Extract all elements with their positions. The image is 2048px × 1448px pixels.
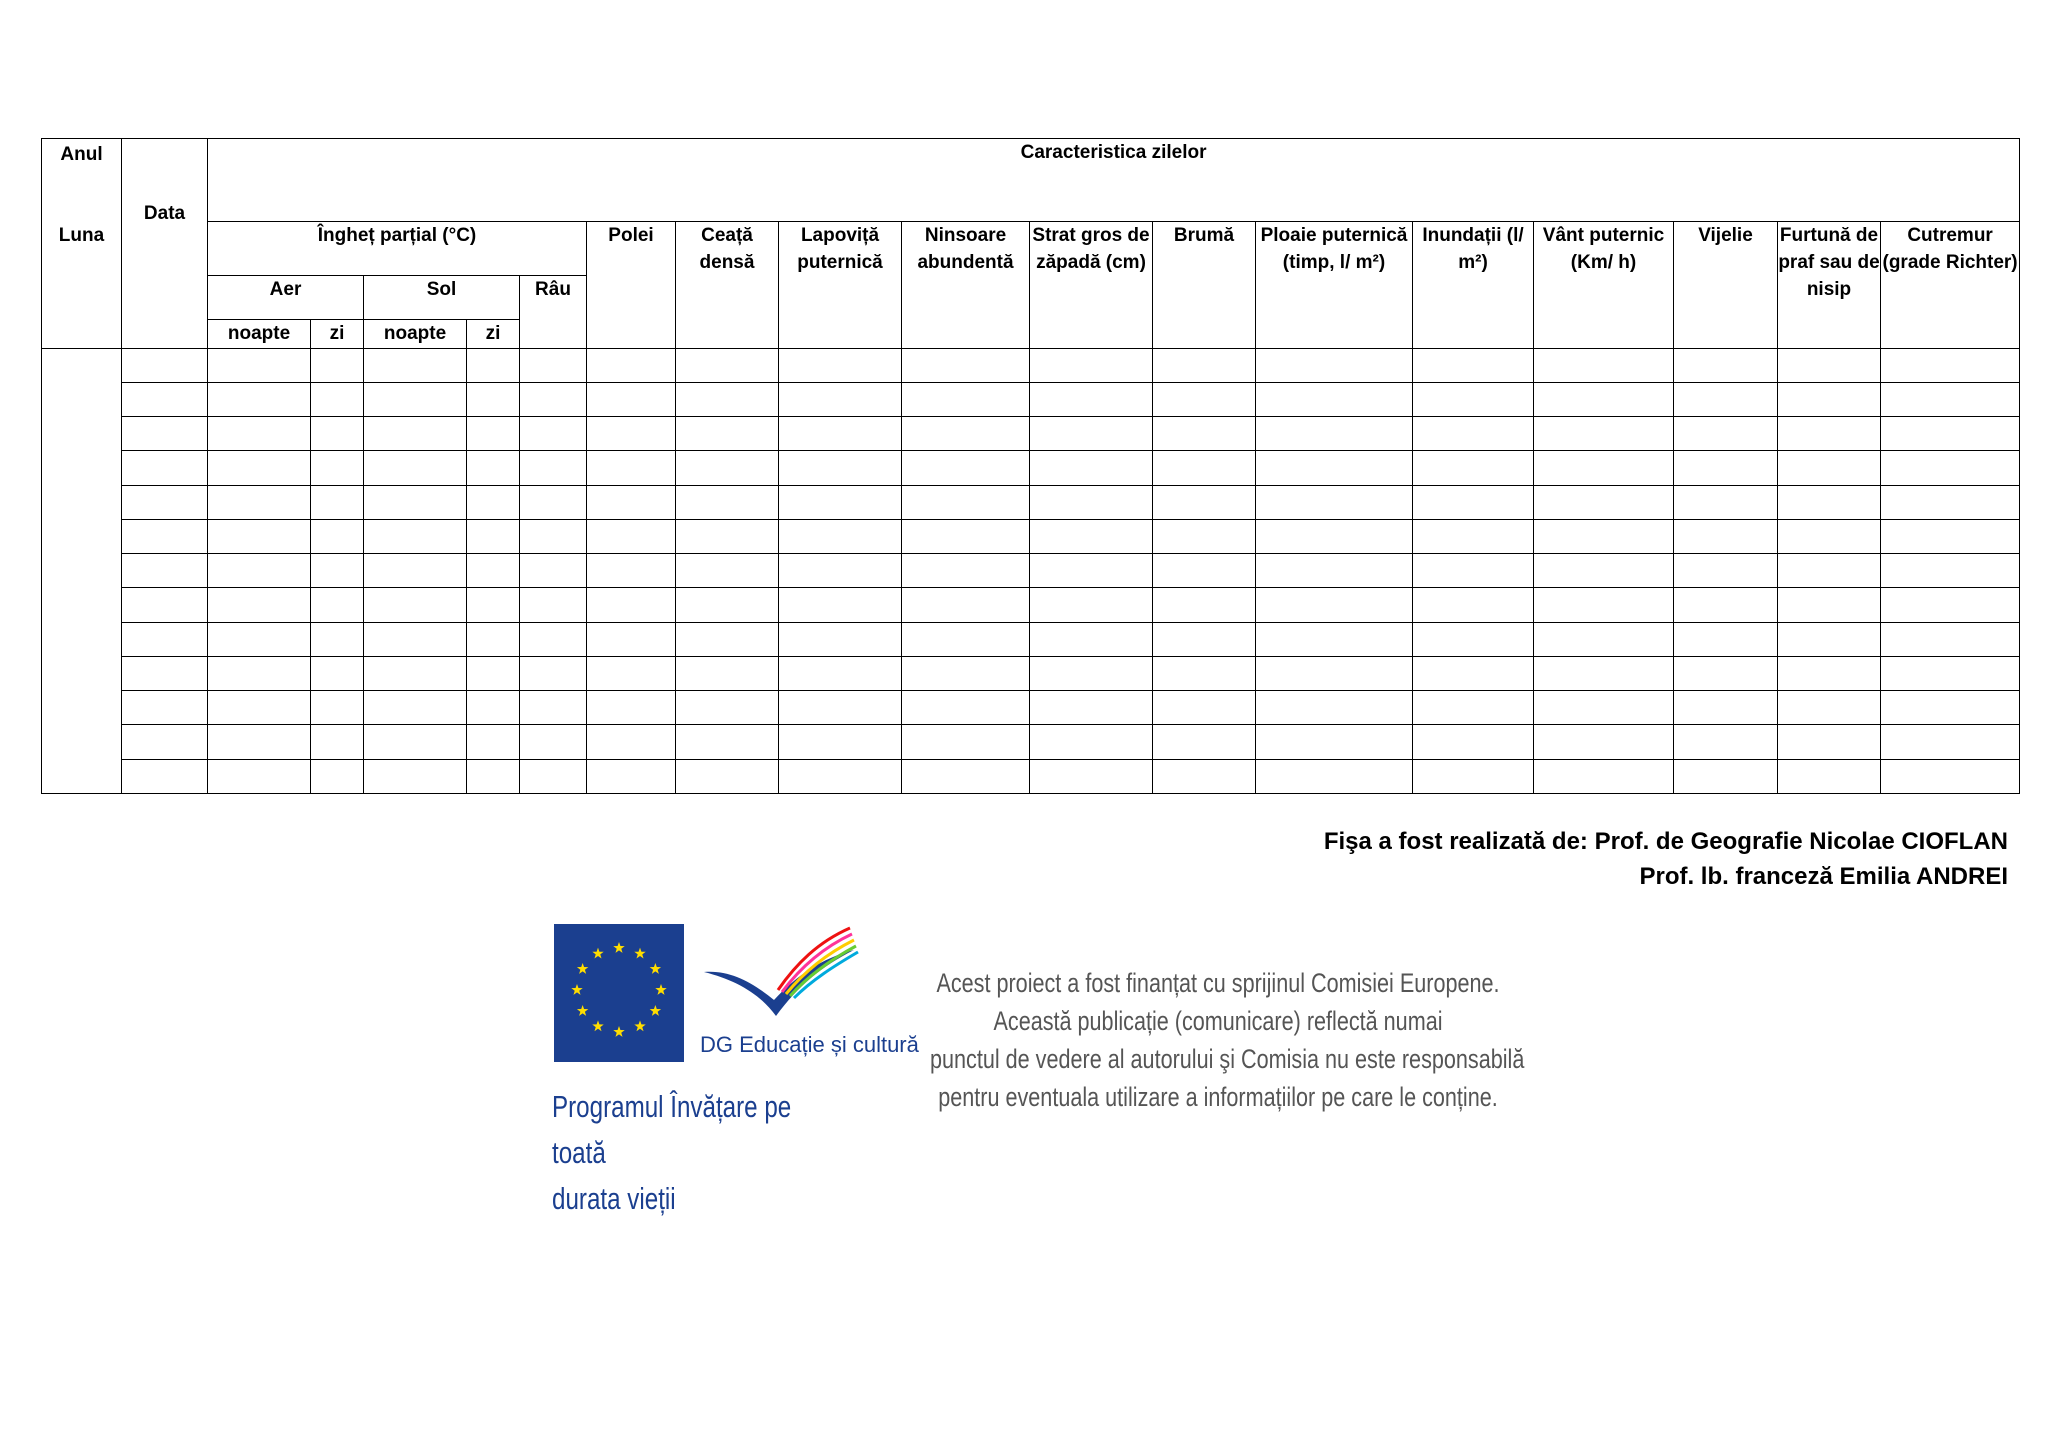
table-cell[interactable] — [1881, 348, 2020, 382]
table-cell[interactable] — [122, 725, 208, 759]
table-cell[interactable] — [208, 485, 311, 519]
col-bruma: Brumă — [1153, 221, 1256, 348]
table-cell[interactable] — [1778, 348, 1881, 382]
table-cell[interactable] — [364, 759, 467, 793]
table-row — [42, 691, 2020, 725]
table-row — [42, 382, 2020, 416]
col-furtuna: Furtună de praf sau de nisip — [1778, 221, 1881, 348]
table-cell[interactable] — [1674, 759, 1778, 793]
table-cell[interactable] — [587, 382, 676, 416]
table-row — [42, 348, 2020, 382]
table-cell[interactable] — [1881, 382, 2020, 416]
col-vijelie: Vijelie — [1674, 221, 1778, 348]
table-cell[interactable] — [1881, 725, 2020, 759]
col-inundatii: Inundații (l/ m²) — [1413, 221, 1534, 348]
table-cell[interactable] — [1881, 759, 2020, 793]
dg-label: DG Educație și cultură — [700, 1032, 919, 1057]
table-cell[interactable] — [676, 588, 779, 622]
table-cell[interactable] — [779, 725, 902, 759]
table-cell[interactable] — [1030, 417, 1153, 451]
table-cell[interactable] — [467, 622, 520, 656]
table-cell[interactable] — [311, 348, 364, 382]
table-cell[interactable] — [208, 519, 311, 553]
sol-noapte-header: noapte — [364, 320, 467, 348]
table-cell[interactable] — [1030, 451, 1153, 485]
table-cell[interactable] — [208, 588, 311, 622]
table-cell[interactable] — [1413, 451, 1534, 485]
table-cell[interactable] — [1674, 622, 1778, 656]
table-cell[interactable] — [1256, 759, 1413, 793]
table-cell[interactable] — [208, 622, 311, 656]
table-cell[interactable] — [1534, 519, 1674, 553]
table-cell[interactable] — [1153, 588, 1256, 622]
table-cell[interactable] — [122, 451, 208, 485]
table-cell[interactable] — [208, 691, 311, 725]
table-cell[interactable] — [1881, 588, 2020, 622]
table-cell[interactable] — [1153, 519, 1256, 553]
table-cell[interactable] — [1778, 554, 1881, 588]
table-cell[interactable] — [587, 691, 676, 725]
table-cell[interactable] — [902, 519, 1030, 553]
col-ceata-densa: Ceață densă — [676, 221, 779, 348]
table-cell[interactable] — [1778, 417, 1881, 451]
table-row — [42, 519, 2020, 553]
table-cell[interactable] — [1778, 691, 1881, 725]
table-cell[interactable] — [902, 691, 1030, 725]
col-ninsoare: Ninsoare abundentă — [902, 221, 1030, 348]
table-cell[interactable] — [467, 417, 520, 451]
table-cell[interactable] — [311, 417, 364, 451]
table-cell[interactable] — [1674, 725, 1778, 759]
table-cell[interactable] — [1413, 417, 1534, 451]
table-cell[interactable] — [364, 485, 467, 519]
table-cell[interactable] — [587, 348, 676, 382]
table-cell[interactable] — [467, 519, 520, 553]
data-header: Data — [122, 139, 208, 349]
sol-zi-header: zi — [467, 320, 520, 348]
table-cell[interactable] — [311, 725, 364, 759]
table-cell[interactable] — [779, 348, 902, 382]
table-cell[interactable] — [779, 622, 902, 656]
table-cell[interactable] — [1153, 485, 1256, 519]
col-lapovita: Lapoviță puternică — [779, 221, 902, 348]
table-cell[interactable] — [311, 451, 364, 485]
observation-sheet — [41, 138, 2019, 794]
table-cell[interactable] — [676, 519, 779, 553]
aer-noapte-header: noapte — [208, 320, 311, 348]
table-cell[interactable] — [520, 417, 587, 451]
table-cell[interactable] — [520, 485, 587, 519]
table-cell[interactable] — [1256, 382, 1413, 416]
table-cell[interactable] — [364, 519, 467, 553]
table-cell[interactable] — [311, 519, 364, 553]
table-cell[interactable] — [520, 622, 587, 656]
table-cell[interactable] — [902, 759, 1030, 793]
table-cell[interactable] — [1778, 622, 1881, 656]
table-cell[interactable] — [676, 451, 779, 485]
table-cell[interactable] — [1778, 485, 1881, 519]
aer-zi-header: zi — [311, 320, 364, 348]
table-cell[interactable] — [1534, 485, 1674, 519]
table-cell[interactable] — [1413, 725, 1534, 759]
table-cell[interactable] — [208, 759, 311, 793]
table-cell[interactable] — [676, 382, 779, 416]
credits-line-2: Prof. lb. franceză Emilia ANDREI — [1639, 863, 2008, 890]
credits-line-1: Fişa a fost realizată de: Prof. de Geografie Nicolae CIOFLAN — [1323, 828, 2008, 855]
table-cell[interactable] — [1778, 451, 1881, 485]
table-cell[interactable] — [520, 554, 587, 588]
table-cell[interactable] — [1778, 656, 1881, 690]
table-cell[interactable] — [1153, 451, 1256, 485]
table-cell[interactable] — [779, 656, 902, 690]
table-cell[interactable] — [311, 691, 364, 725]
table-cell[interactable] — [122, 622, 208, 656]
table-cell[interactable] — [1881, 554, 2020, 588]
table-row — [42, 725, 2020, 759]
table-cell[interactable] — [311, 382, 364, 416]
table-cell[interactable] — [467, 759, 520, 793]
table-cell[interactable] — [779, 417, 902, 451]
table-cell[interactable] — [1778, 759, 1881, 793]
table-cell[interactable] — [779, 588, 902, 622]
program-line-2: durata vieții — [552, 1181, 676, 1216]
table-cell[interactable] — [1256, 417, 1413, 451]
table-row — [42, 554, 2020, 588]
table-cell[interactable] — [1674, 588, 1778, 622]
table-cell[interactable] — [1778, 725, 1881, 759]
table-cell[interactable] — [1674, 348, 1778, 382]
disclaimer-line-1: Acest proiect a fost finanțat cu sprijinul Comisiei Europene. — [936, 968, 1500, 998]
table-cell[interactable] — [1256, 485, 1413, 519]
col-strat-zapada: Strat gros de zăpadă (cm) — [1030, 221, 1153, 348]
lifelong-learning-logo — [700, 920, 860, 1020]
table-cell[interactable] — [1256, 622, 1413, 656]
table-cell[interactable] — [208, 417, 311, 451]
table-cell[interactable] — [122, 417, 208, 451]
table-cell[interactable] — [208, 725, 311, 759]
table-cell[interactable] — [1674, 451, 1778, 485]
table-cell[interactable] — [1881, 417, 2020, 451]
table-cell[interactable] — [364, 382, 467, 416]
table-cell[interactable] — [467, 348, 520, 382]
eu-footer — [550, 920, 1525, 1216]
table-cell[interactable] — [311, 656, 364, 690]
table-cell[interactable] — [676, 485, 779, 519]
table-cell[interactable] — [587, 417, 676, 451]
table-cell[interactable] — [1881, 451, 2020, 485]
col-ploaie: Ploaie puternică (timp, l/ m²) — [1256, 221, 1413, 348]
table-cell[interactable] — [1256, 588, 1413, 622]
table-cell[interactable] — [364, 725, 467, 759]
table-cell[interactable] — [208, 451, 311, 485]
table-cell[interactable] — [1674, 382, 1778, 416]
table-cell[interactable] — [520, 382, 587, 416]
table-cell[interactable] — [902, 588, 1030, 622]
table-cell[interactable] — [1534, 348, 1674, 382]
table-cell[interactable] — [1030, 554, 1153, 588]
eu-flag-icon — [554, 924, 684, 1062]
table-cell[interactable] — [520, 519, 587, 553]
table-cell[interactable] — [587, 725, 676, 759]
col-polei: Polei — [587, 221, 676, 348]
table-cell[interactable] — [122, 691, 208, 725]
table-cell[interactable] — [1413, 485, 1534, 519]
table-cell[interactable] — [1030, 691, 1153, 725]
table-cell[interactable] — [122, 554, 208, 588]
table-cell[interactable] — [1256, 519, 1413, 553]
table-row — [42, 656, 2020, 690]
table-cell[interactable] — [1256, 656, 1413, 690]
table-cell[interactable] — [1030, 382, 1153, 416]
table-cell[interactable] — [1153, 759, 1256, 793]
table-cell[interactable] — [1256, 554, 1413, 588]
table-cell[interactable] — [1534, 382, 1674, 416]
table-cell[interactable] — [520, 725, 587, 759]
disclaimer-line-3: punctul de vedere al autorului şi Comisia nu este responsabilă — [930, 1044, 1525, 1074]
table-cell[interactable] — [1881, 691, 2020, 725]
table-cell[interactable] — [587, 485, 676, 519]
table-cell[interactable] — [467, 485, 520, 519]
table-cell[interactable] — [676, 759, 779, 793]
table-title: Caracteristica zilelor — [208, 139, 2020, 222]
table-row — [42, 451, 2020, 485]
table-cell[interactable] — [1030, 656, 1153, 690]
table-cell[interactable] — [1413, 622, 1534, 656]
table-cell[interactable] — [208, 554, 311, 588]
table-cell[interactable] — [1413, 554, 1534, 588]
table-cell[interactable] — [1413, 519, 1534, 553]
table-cell[interactable] — [779, 554, 902, 588]
table-cell[interactable] — [122, 485, 208, 519]
table-cell[interactable] — [364, 588, 467, 622]
aer-header: Aer — [208, 276, 364, 320]
table-row — [42, 417, 2020, 451]
table-cell[interactable] — [311, 622, 364, 656]
table-cell[interactable] — [1413, 656, 1534, 690]
table-cell[interactable] — [1030, 485, 1153, 519]
table-cell[interactable] — [587, 519, 676, 553]
table-cell[interactable] — [902, 656, 1030, 690]
table-cell[interactable] — [1534, 451, 1674, 485]
table-cell[interactable] — [779, 519, 902, 553]
table-cell[interactable] — [1534, 588, 1674, 622]
table-cell[interactable] — [676, 691, 779, 725]
table-cell[interactable] — [1256, 451, 1413, 485]
table-cell[interactable] — [1413, 588, 1534, 622]
table-cell[interactable] — [1030, 519, 1153, 553]
table-cell[interactable] — [587, 588, 676, 622]
table-cell[interactable] — [1534, 622, 1674, 656]
table-cell[interactable] — [311, 759, 364, 793]
table-cell[interactable] — [1153, 382, 1256, 416]
table-cell[interactable] — [1534, 417, 1674, 451]
table-cell[interactable] — [1030, 622, 1153, 656]
table-cell[interactable] — [122, 656, 208, 690]
disclaimer-line-2: Această publicație (comunicare) reflectă numai — [993, 1006, 1443, 1036]
col-vant: Vânt puternic (Km/ h) — [1534, 221, 1674, 348]
table-cell[interactable] — [1030, 348, 1153, 382]
table-cell[interactable] — [520, 656, 587, 690]
disclaimer-line-4: pentru eventuala utilizare a informațiilor pe care le conține. — [938, 1082, 1498, 1112]
inghet-header: Îngheț parțial (°C) — [208, 221, 587, 275]
table-cell[interactable] — [467, 588, 520, 622]
table-cell[interactable] — [1030, 759, 1153, 793]
table-cell[interactable] — [779, 451, 902, 485]
luna-label: Luna — [58, 225, 105, 246]
table-cell[interactable] — [902, 485, 1030, 519]
table-cell[interactable] — [676, 348, 779, 382]
table-cell[interactable] — [364, 622, 467, 656]
table-cell[interactable] — [1030, 725, 1153, 759]
table-cell[interactable] — [1674, 656, 1778, 690]
table-cell[interactable] — [467, 382, 520, 416]
table-cell[interactable] — [1153, 554, 1256, 588]
table-cell[interactable] — [1674, 554, 1778, 588]
table-cell[interactable] — [1030, 588, 1153, 622]
table-cell[interactable] — [902, 382, 1030, 416]
table-cell[interactable] — [1153, 417, 1256, 451]
credits — [1324, 824, 2008, 894]
table-row — [42, 759, 2020, 793]
table-cell[interactable] — [587, 759, 676, 793]
table-cell[interactable] — [520, 348, 587, 382]
table-cell[interactable] — [902, 725, 1030, 759]
table-cell[interactable] — [1674, 485, 1778, 519]
table-cell[interactable] — [1153, 725, 1256, 759]
table-cell[interactable] — [122, 382, 208, 416]
table-cell[interactable] — [587, 554, 676, 588]
anul-luna-header — [42, 139, 122, 349]
table-cell[interactable] — [467, 656, 520, 690]
program-line-1: Programul Învățare pe toată — [552, 1089, 792, 1170]
table-cell[interactable] — [676, 725, 779, 759]
table-cell[interactable] — [1413, 348, 1534, 382]
table-cell[interactable] — [364, 451, 467, 485]
table-cell[interactable] — [587, 451, 676, 485]
table-cell[interactable] — [1881, 656, 2020, 690]
table-cell[interactable] — [902, 348, 1030, 382]
table-cell[interactable] — [122, 588, 208, 622]
sol-header: Sol — [364, 276, 520, 320]
table-cell[interactable] — [1674, 417, 1778, 451]
table-cell[interactable] — [1778, 588, 1881, 622]
rau-header: Râu — [520, 276, 587, 349]
table-cell[interactable] — [467, 554, 520, 588]
table-cell[interactable] — [1881, 622, 2020, 656]
program-name — [552, 1084, 817, 1222]
table-cell[interactable] — [1534, 691, 1674, 725]
table-cell[interactable] — [1413, 382, 1534, 416]
table-cell[interactable] — [208, 348, 311, 382]
table-cell[interactable] — [1153, 622, 1256, 656]
table-cell[interactable] — [364, 417, 467, 451]
table-cell[interactable] — [902, 622, 1030, 656]
table-cell[interactable] — [520, 451, 587, 485]
table-cell[interactable] — [587, 656, 676, 690]
table-cell[interactable] — [1534, 554, 1674, 588]
table-cell[interactable] — [1153, 691, 1256, 725]
table-cell[interactable] — [779, 382, 902, 416]
table-cell[interactable] — [1778, 519, 1881, 553]
table-cell[interactable] — [1534, 656, 1674, 690]
table-cell[interactable] — [676, 417, 779, 451]
table-cell[interactable] — [1534, 725, 1674, 759]
table-cell[interactable] — [779, 759, 902, 793]
table-cell[interactable] — [364, 691, 467, 725]
table-cell[interactable] — [364, 554, 467, 588]
table-cell[interactable] — [676, 656, 779, 690]
table-cell[interactable] — [122, 348, 208, 382]
anul-label: Anul — [60, 144, 103, 165]
table-row — [42, 485, 2020, 519]
table-cell[interactable] — [1413, 691, 1534, 725]
table-cell[interactable] — [587, 622, 676, 656]
table-cell[interactable] — [1413, 759, 1534, 793]
table-cell[interactable] — [364, 348, 467, 382]
table-cell[interactable] — [1153, 348, 1256, 382]
table-cell[interactable] — [902, 554, 1030, 588]
anul-luna-value-cell[interactable] — [42, 348, 122, 793]
table-cell[interactable] — [520, 588, 587, 622]
table-cell[interactable] — [676, 622, 779, 656]
table-cell[interactable] — [467, 451, 520, 485]
table-cell[interactable] — [1881, 519, 2020, 553]
col-cutremur: Cutremur (grade Richter) — [1881, 221, 2020, 348]
table-cell[interactable] — [1674, 519, 1778, 553]
table-cell[interactable] — [1674, 691, 1778, 725]
table-row — [42, 588, 2020, 622]
table-cell[interactable] — [1256, 348, 1413, 382]
table-cell[interactable] — [779, 485, 902, 519]
table-cell[interactable] — [311, 554, 364, 588]
table-cell[interactable] — [1778, 382, 1881, 416]
eu-disclaimer — [930, 964, 1525, 1116]
table-cell[interactable] — [311, 485, 364, 519]
table-cell[interactable] — [1881, 485, 2020, 519]
table-cell[interactable] — [364, 656, 467, 690]
table-cell[interactable] — [1534, 759, 1674, 793]
table-cell[interactable] — [122, 519, 208, 553]
table-cell[interactable] — [902, 417, 1030, 451]
table-cell[interactable] — [311, 588, 364, 622]
table-cell[interactable] — [208, 656, 311, 690]
weather-table — [41, 138, 2020, 794]
table-cell[interactable] — [467, 725, 520, 759]
table-cell[interactable] — [1256, 725, 1413, 759]
table-cell[interactable] — [520, 691, 587, 725]
table-cell[interactable] — [520, 759, 587, 793]
table-cell[interactable] — [208, 382, 311, 416]
table-cell[interactable] — [467, 691, 520, 725]
table-cell[interactable] — [122, 759, 208, 793]
table-cell[interactable] — [1153, 656, 1256, 690]
table-row — [42, 622, 2020, 656]
table-cell[interactable] — [1256, 691, 1413, 725]
table-cell[interactable] — [902, 451, 1030, 485]
table-cell[interactable] — [676, 554, 779, 588]
table-cell[interactable] — [779, 691, 902, 725]
